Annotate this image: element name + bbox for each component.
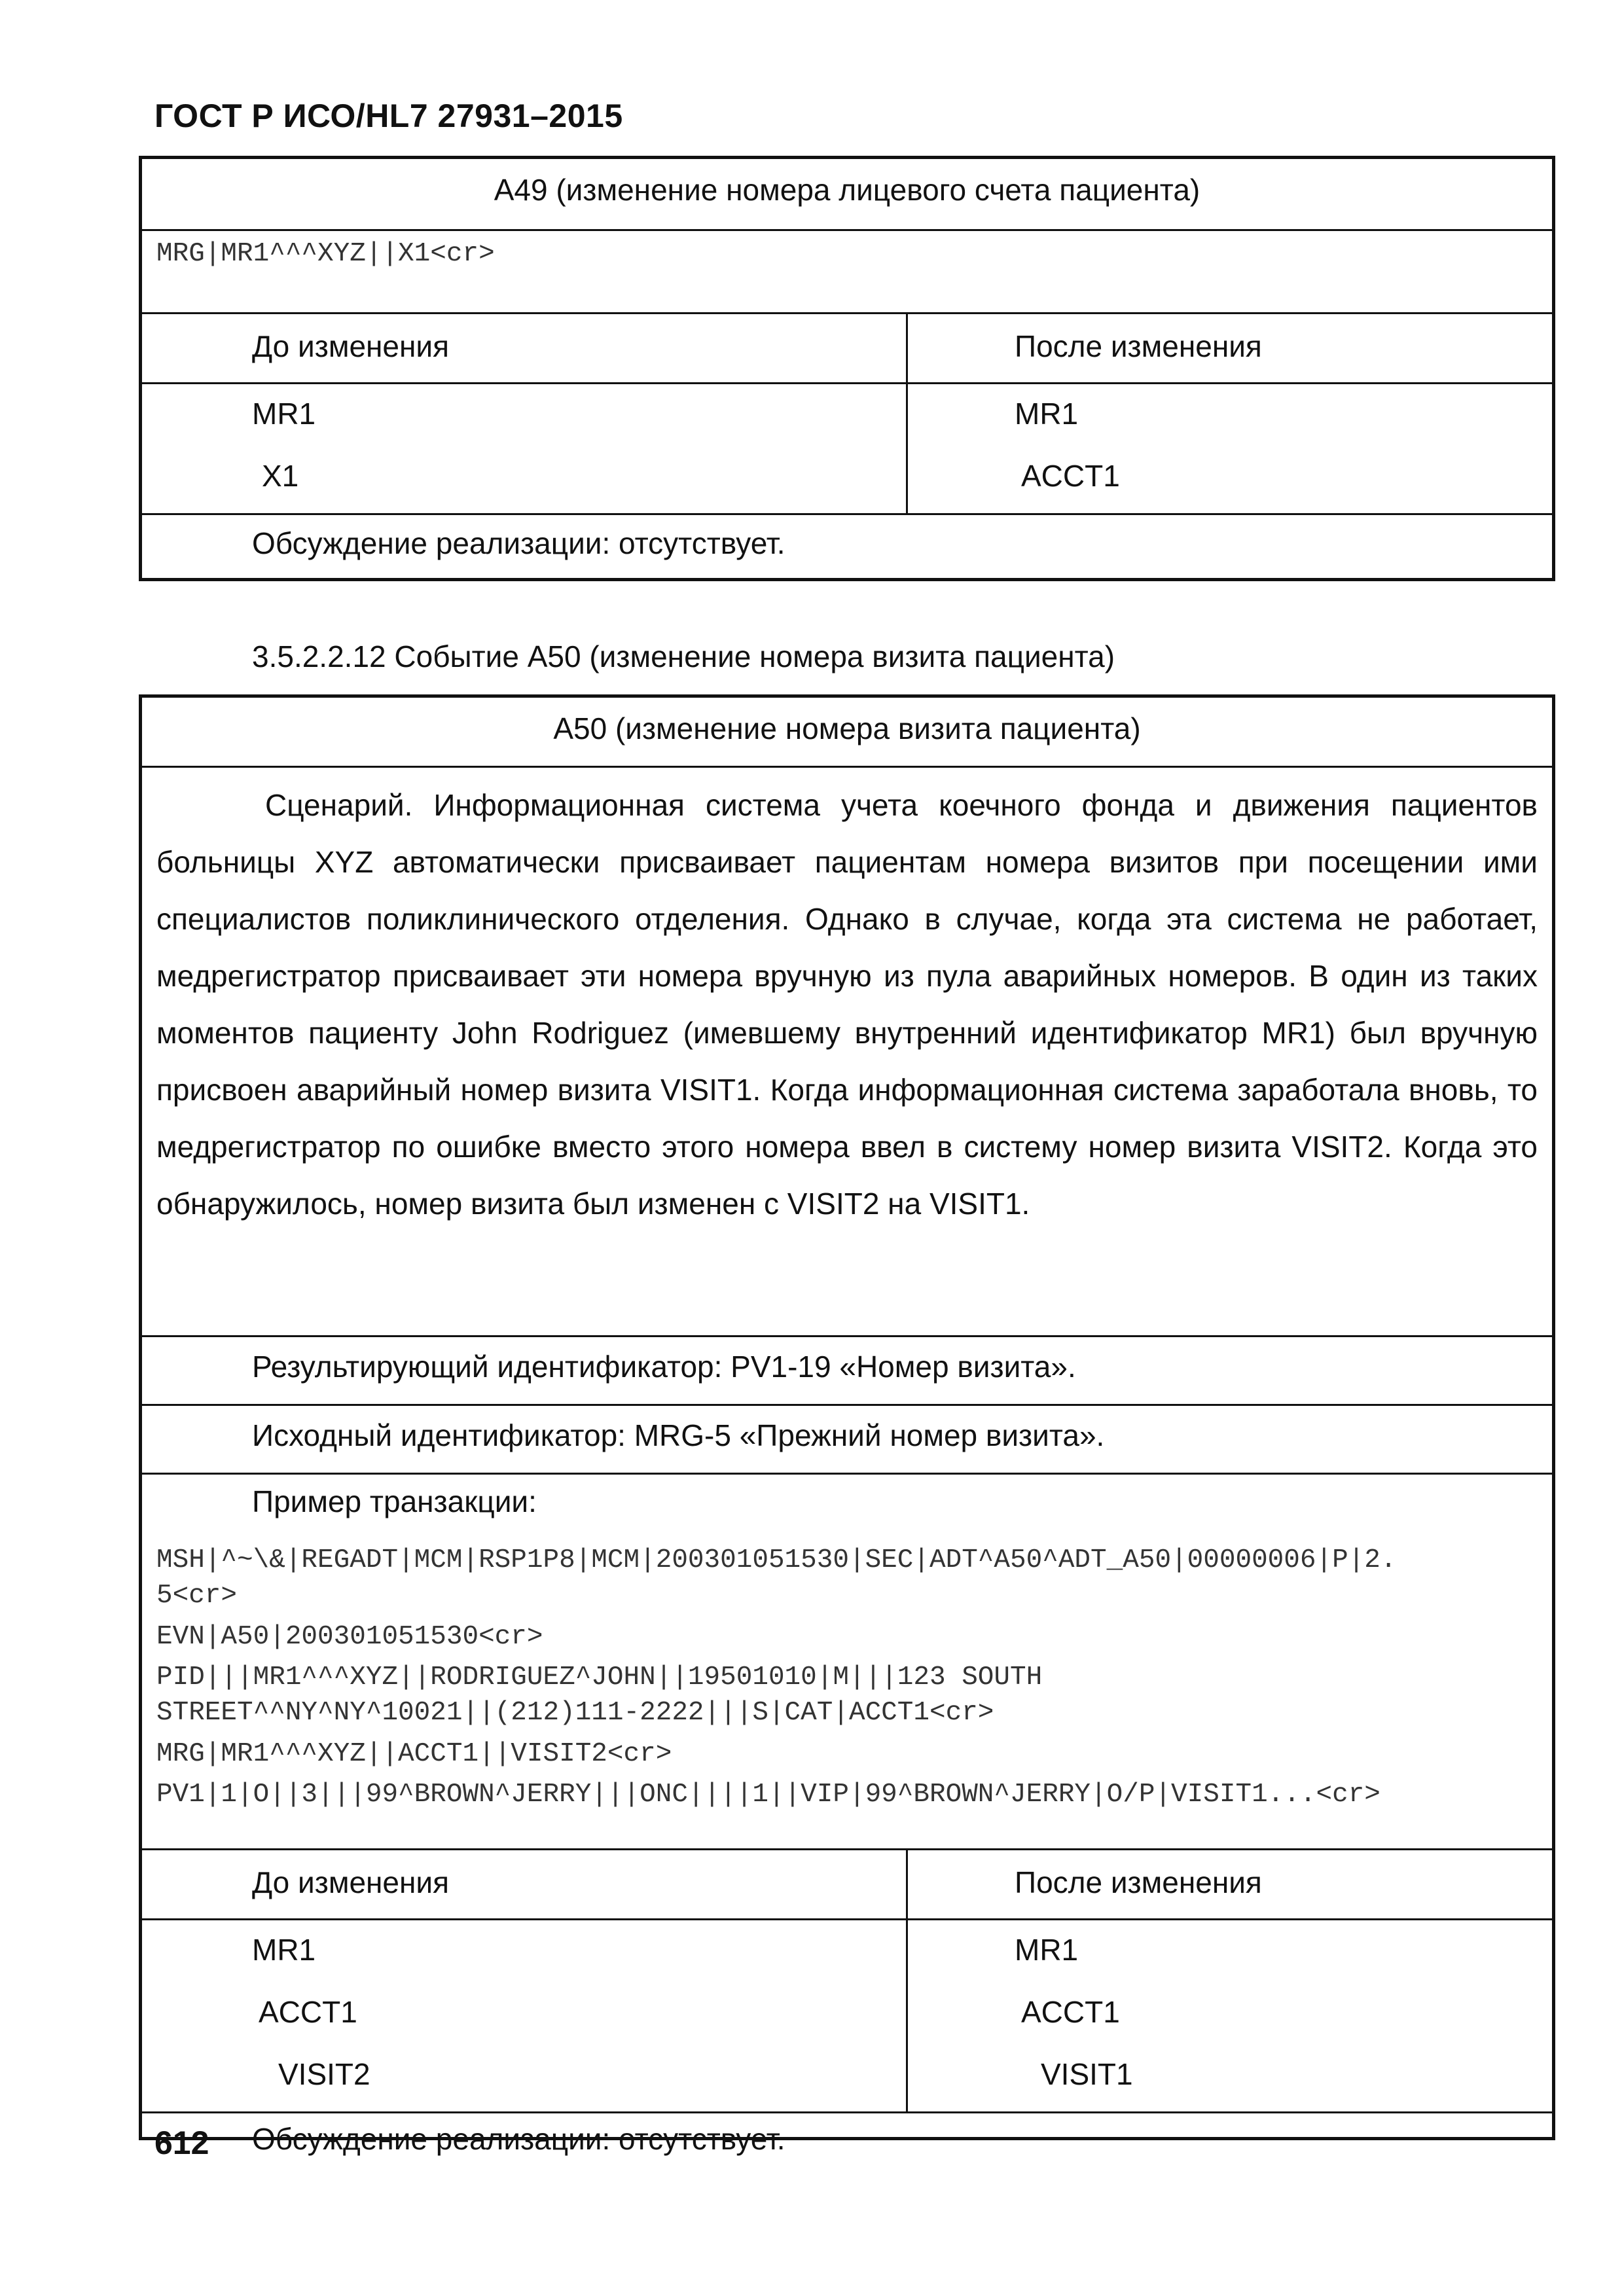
a50-message-line: PV1|1|O||3|||99^BROWN^JERRY|||ONC||||1||VIP|99^BROWN^JERRY|O/P|VISIT1...<cr>: [156, 1780, 1380, 1810]
a50-example-row: [142, 1475, 1552, 1850]
a50-after-value: ACCT1: [1021, 1995, 1120, 2029]
a49-title-row: [142, 159, 1552, 231]
a50-after-value: MR1: [1015, 1933, 1079, 1967]
a50-example-label: Пример транзакции:: [252, 1484, 537, 1518]
a49-message: MRG|MR1^^^XYZ||X1<cr>: [156, 239, 495, 269]
a49-after-value: ACCT1: [1021, 459, 1120, 493]
a50-message-line: PID|||MR1^^^XYZ||RODRIGUEZ^JOHN||19501010|M|||123 SOUTH: [156, 1662, 1043, 1693]
a49-before-value: MR1: [252, 397, 316, 431]
a50-discussion-row: [142, 2113, 1552, 2176]
a50-after-label: После изменения: [1015, 1865, 1262, 1899]
a50-result-row: [142, 1337, 1552, 1406]
a50-message-line: 5<cr>: [156, 1581, 238, 1611]
a50-before-value: VISIT2: [278, 2057, 370, 2091]
a49-message-row: [142, 231, 1552, 314]
a50-before-value: MR1: [252, 1933, 316, 1967]
a50-title-row: [142, 698, 1552, 768]
a50-values-row: [142, 1920, 1552, 2113]
a50-scenario-row: [142, 768, 1552, 1337]
a49-discussion-row: [142, 515, 1552, 581]
a50-title: А50 (изменение номера визита пациента): [553, 711, 1141, 745]
a50-discussion: Обсуждение реализации: отсутствует.: [252, 2122, 785, 2156]
a50-message-line: MRG|MR1^^^XYZ||ACCT1||VISIT2<cr>: [156, 1739, 672, 1769]
a50-result-identifier: Результирующий идентификатор: PV1-19 «Номер визита».: [252, 1350, 1076, 1384]
a49-header-row: [142, 314, 1552, 384]
a49-title: А49 (изменение номера лицевого счета пациента): [494, 173, 1200, 207]
a49-after-label: После изменения: [1015, 329, 1262, 363]
a49-before-label: До изменения: [252, 329, 450, 363]
section-heading: 3.5.2.2.12 Событие А50 (изменение номера визита пациента): [252, 639, 1115, 673]
a49-discussion: Обсуждение реализации: отсутствует.: [252, 526, 785, 560]
a50-header-row: [142, 1850, 1552, 1920]
page-number: 612: [154, 2125, 209, 2161]
a50-after-value: VISIT1: [1041, 2057, 1133, 2091]
a49-values-row: [142, 384, 1552, 515]
a50-before-value: ACCT1: [259, 1995, 357, 2029]
a50-source-identifier: Исходный идентификатор: MRG-5 «Прежний номер визита».: [252, 1418, 1105, 1452]
a50-before-label: До изменения: [252, 1865, 450, 1899]
a50-scenario: Сценарий. Информационная система учета коечного фонда и движения пациентов больницы XYZ автоматически присваивает пациентам номера визитов при посещении ими специалистов поликлинического отделения. Однако в случае, когда эта система не работает, медрегистратор присваивает эти номера вручную из пула аварийных номеров. В один из таких моментов пациенту John Rodriguez (имевшему внутренний идентификатор MR1) был вручную присвоен аварийный номер визита VISIT1. Когда информационная система заработала вновь, то медрегистратор по ошибке вместо этого номера ввел в систему номер визита VISIT2. Когда это обнаружилось, номер визита был изменен с VISIT2 на VISIT1.: [156, 788, 1538, 1221]
a50-source-row: [142, 1406, 1552, 1475]
a49-after-value: MR1: [1015, 397, 1079, 431]
a50-message-line: MSH|^~\&|REGADT|MCM|RSP1P8|MCM|200301051530|SEC|ADT^A50^ADT_A50|00000006|P|2.: [156, 1545, 1397, 1575]
a49-table: [139, 156, 1555, 581]
a49-before-value: X1: [262, 459, 299, 493]
document-header: ГОСТ Р ИСО/HL7 27931–2015: [154, 98, 623, 134]
a50-message-line: EVN|A50|200301051530<cr>: [156, 1622, 543, 1652]
a50-message-line: STREET^^NY^NY^10021||(212)111-2222|||S|CAT|ACCT1<cr>: [156, 1698, 994, 1728]
